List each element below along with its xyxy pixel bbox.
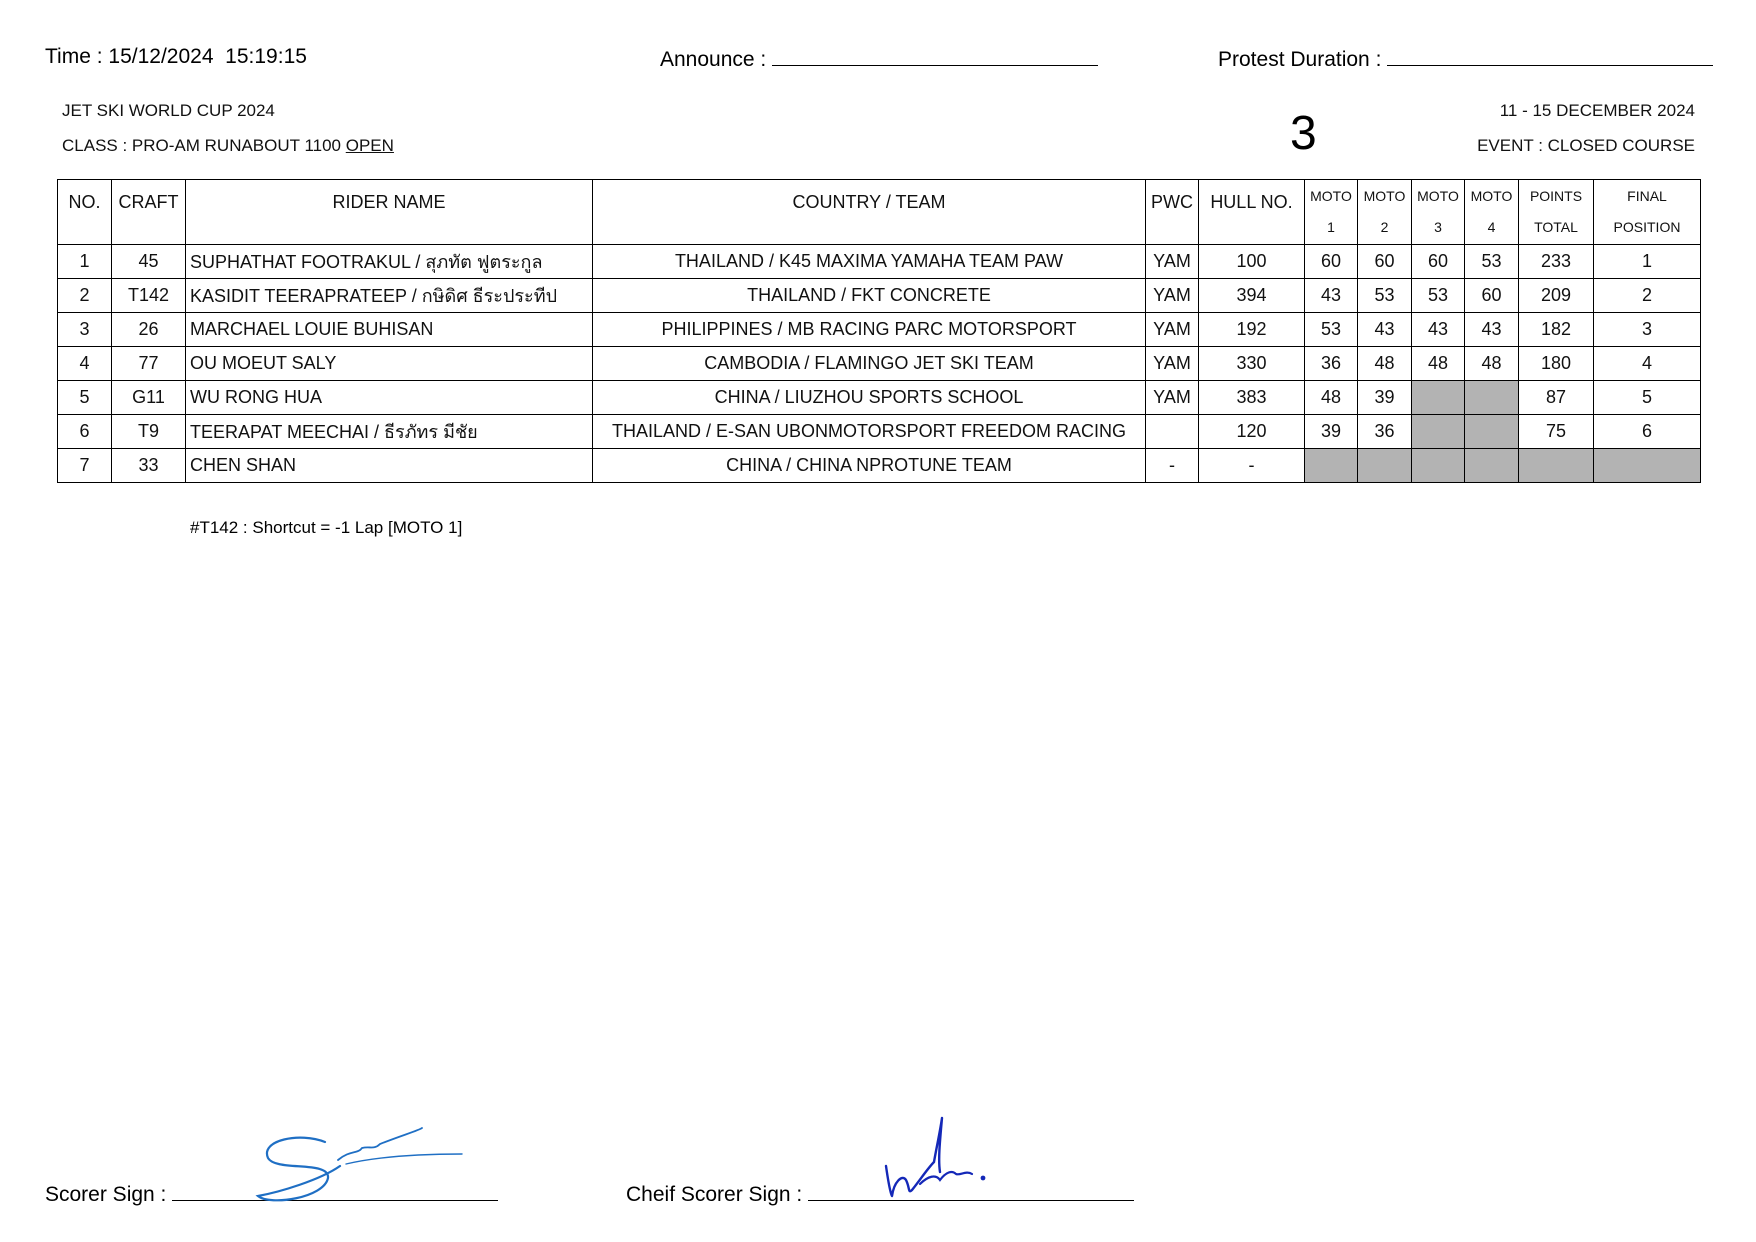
- cell-moto-3: 60: [1412, 245, 1465, 279]
- cell-hull-no: 192: [1199, 313, 1305, 347]
- cell-moto-1: 48: [1305, 381, 1358, 415]
- cell-moto-1: 60: [1305, 245, 1358, 279]
- cell-craft: 33: [112, 449, 186, 483]
- cell-hull-no: 120: [1199, 415, 1305, 449]
- cell-no: 5: [58, 381, 112, 415]
- cell-final-position: [1594, 449, 1701, 483]
- chief-scorer-sign-label: Cheif Scorer Sign :: [626, 1183, 803, 1206]
- cell-no: 1: [58, 245, 112, 279]
- table-row: [58, 381, 1701, 415]
- cell-no: 3: [58, 313, 112, 347]
- cell-craft: T9: [112, 415, 186, 449]
- col-header-pwc: PWC: [1146, 180, 1199, 245]
- cell-moto-4: [1465, 415, 1519, 449]
- cell-moto-1: 53: [1305, 313, 1358, 347]
- announce-field: [660, 45, 1098, 72]
- announce-label: Announce :: [660, 48, 767, 71]
- cell-craft: G11: [112, 381, 186, 415]
- col-header-moto-3: MOTO 3: [1412, 180, 1465, 245]
- cell-final-position: 6: [1594, 415, 1701, 449]
- cell-no: 4: [58, 347, 112, 381]
- cell-final-position: 4: [1594, 347, 1701, 381]
- cell-moto-4: 43: [1465, 313, 1519, 347]
- scorer-sign-label: Scorer Sign :: [45, 1183, 167, 1206]
- cell-rider-name: MARCHAEL LOUIE BUHISAN: [186, 313, 593, 347]
- cell-points-total: 75: [1519, 415, 1594, 449]
- cell-points-total: [1519, 449, 1594, 483]
- event-name: EVENT : CLOSED COURSE: [1477, 136, 1695, 155]
- col-header-hull-no: HULL NO.: [1199, 180, 1305, 245]
- cell-pwc: YAM: [1146, 245, 1199, 279]
- time-value: 15/12/2024 15:19:15: [108, 45, 307, 68]
- class-prefix: CLASS : PRO-AM RUNABOUT 1100: [62, 136, 342, 155]
- cell-no: 2: [58, 279, 112, 313]
- cell-moto-2: 53: [1358, 279, 1412, 313]
- cell-rider-name: OU MOEUT SALY: [186, 347, 593, 381]
- table-row: [58, 279, 1701, 313]
- cell-no: 7: [58, 449, 112, 483]
- cell-hull-no: 100: [1199, 245, 1305, 279]
- protest-duration-blank-line: [1387, 45, 1713, 66]
- cell-final-position: 5: [1594, 381, 1701, 415]
- cell-pwc: [1146, 415, 1199, 449]
- cell-moto-4: [1465, 449, 1519, 483]
- cell-points-total: 233: [1519, 245, 1594, 279]
- cell-points-total: 87: [1519, 381, 1594, 415]
- cell-points-total: 209: [1519, 279, 1594, 313]
- table-row: [58, 415, 1701, 449]
- cell-country-team: CAMBODIA / FLAMINGO JET SKI TEAM: [593, 347, 1146, 381]
- cell-moto-3: [1412, 449, 1465, 483]
- time-label: Time :: [45, 45, 103, 68]
- table-header-row: [58, 180, 1701, 245]
- cell-moto-3: [1412, 415, 1465, 449]
- cell-country-team: CHINA / LIUZHOU SPORTS SCHOOL: [593, 381, 1146, 415]
- cell-country-team: THAILAND / FKT CONCRETE: [593, 279, 1146, 313]
- cell-moto-1: 36: [1305, 347, 1358, 381]
- cell-moto-2: 48: [1358, 347, 1412, 381]
- cell-moto-3: 48: [1412, 347, 1465, 381]
- table-row: [58, 313, 1701, 347]
- cell-moto-4: [1465, 381, 1519, 415]
- chief-scorer-signature: [880, 1110, 1000, 1205]
- cell-moto-4: 48: [1465, 347, 1519, 381]
- cell-craft: 45: [112, 245, 186, 279]
- cell-moto-2: 39: [1358, 381, 1412, 415]
- cell-moto-1: 39: [1305, 415, 1358, 449]
- col-header-moto-1: MOTO 1: [1305, 180, 1358, 245]
- cell-rider-name: WU RONG HUA: [186, 381, 593, 415]
- cell-moto-4: 53: [1465, 245, 1519, 279]
- time-stamp: [45, 45, 307, 69]
- cell-pwc: YAM: [1146, 313, 1199, 347]
- heat-number: 3: [1290, 107, 1317, 160]
- table-row: [58, 449, 1701, 483]
- cell-hull-no: 330: [1199, 347, 1305, 381]
- col-header-rider-name: RIDER NAME: [186, 180, 593, 245]
- penalty-note: #T142 : Shortcut = -1 Lap [MOTO 1]: [190, 518, 463, 537]
- cell-hull-no: -: [1199, 449, 1305, 483]
- protest-duration-label: Protest Duration :: [1218, 48, 1382, 71]
- cell-pwc: YAM: [1146, 347, 1199, 381]
- scorer-signature: [250, 1120, 470, 1210]
- col-header-points-total: POINTS TOTAL: [1519, 180, 1594, 245]
- cell-craft: 77: [112, 347, 186, 381]
- cell-rider-name: KASIDIT TEERAPRATEEP / กษิดิศ ธีระประทีป: [186, 279, 593, 313]
- cell-rider-name: SUPHATHAT FOOTRAKUL / สุภทัต ฟูตระกูล: [186, 245, 593, 279]
- cell-hull-no: 383: [1199, 381, 1305, 415]
- cell-moto-1: 43: [1305, 279, 1358, 313]
- col-header-moto-4: MOTO 4: [1465, 180, 1519, 245]
- cell-moto-1: [1305, 449, 1358, 483]
- cell-final-position: 2: [1594, 279, 1701, 313]
- cell-craft: 26: [112, 313, 186, 347]
- cell-pwc: YAM: [1146, 279, 1199, 313]
- cell-country-team: CHINA / CHINA NPROTUNE TEAM: [593, 449, 1146, 483]
- class-open: OPEN: [345, 136, 394, 155]
- cell-points-total: 182: [1519, 313, 1594, 347]
- cell-pwc: -: [1146, 449, 1199, 483]
- cell-moto-2: 60: [1358, 245, 1412, 279]
- cell-no: 6: [58, 415, 112, 449]
- col-header-craft: CRAFT: [112, 180, 186, 245]
- cell-moto-2: 43: [1358, 313, 1412, 347]
- cell-craft: T142: [112, 279, 186, 313]
- cell-moto-3: 43: [1412, 313, 1465, 347]
- event-dates: 11 - 15 DECEMBER 2024: [1499, 101, 1695, 120]
- cell-country-team: PHILIPPINES / MB RACING PARC MOTORSPORT: [593, 313, 1146, 347]
- cell-pwc: YAM: [1146, 381, 1199, 415]
- cell-points-total: 180: [1519, 347, 1594, 381]
- results-table: [57, 179, 1701, 483]
- cell-moto-4: 60: [1465, 279, 1519, 313]
- cell-moto-3: 53: [1412, 279, 1465, 313]
- protest-duration-field: [1218, 45, 1713, 72]
- cell-rider-name: TEERAPAT MEECHAI / ธีรภัทร มีชัย: [186, 415, 593, 449]
- table-row: [58, 347, 1701, 381]
- cell-moto-2: [1358, 449, 1412, 483]
- cell-final-position: 1: [1594, 245, 1701, 279]
- col-header-moto-2: MOTO 2: [1358, 180, 1412, 245]
- cell-rider-name: CHEN SHAN: [186, 449, 593, 483]
- col-header-no: NO.: [58, 180, 112, 245]
- cell-hull-no: 394: [1199, 279, 1305, 313]
- cell-moto-3: [1412, 381, 1465, 415]
- table-row: [58, 245, 1701, 279]
- class-title: [62, 136, 394, 156]
- cell-country-team: THAILAND / E-SAN UBONMOTORSPORT FREEDOM RACING: [593, 415, 1146, 449]
- announce-blank-line: [772, 45, 1098, 66]
- event-title: JET SKI WORLD CUP 2024: [62, 101, 275, 120]
- col-header-country-team: COUNTRY / TEAM: [593, 180, 1146, 245]
- cell-final-position: 3: [1594, 313, 1701, 347]
- cell-moto-2: 36: [1358, 415, 1412, 449]
- col-header-final-position: FINAL POSITION: [1594, 180, 1701, 245]
- cell-country-team: THAILAND / K45 MAXIMA YAMAHA TEAM PAW: [593, 245, 1146, 279]
